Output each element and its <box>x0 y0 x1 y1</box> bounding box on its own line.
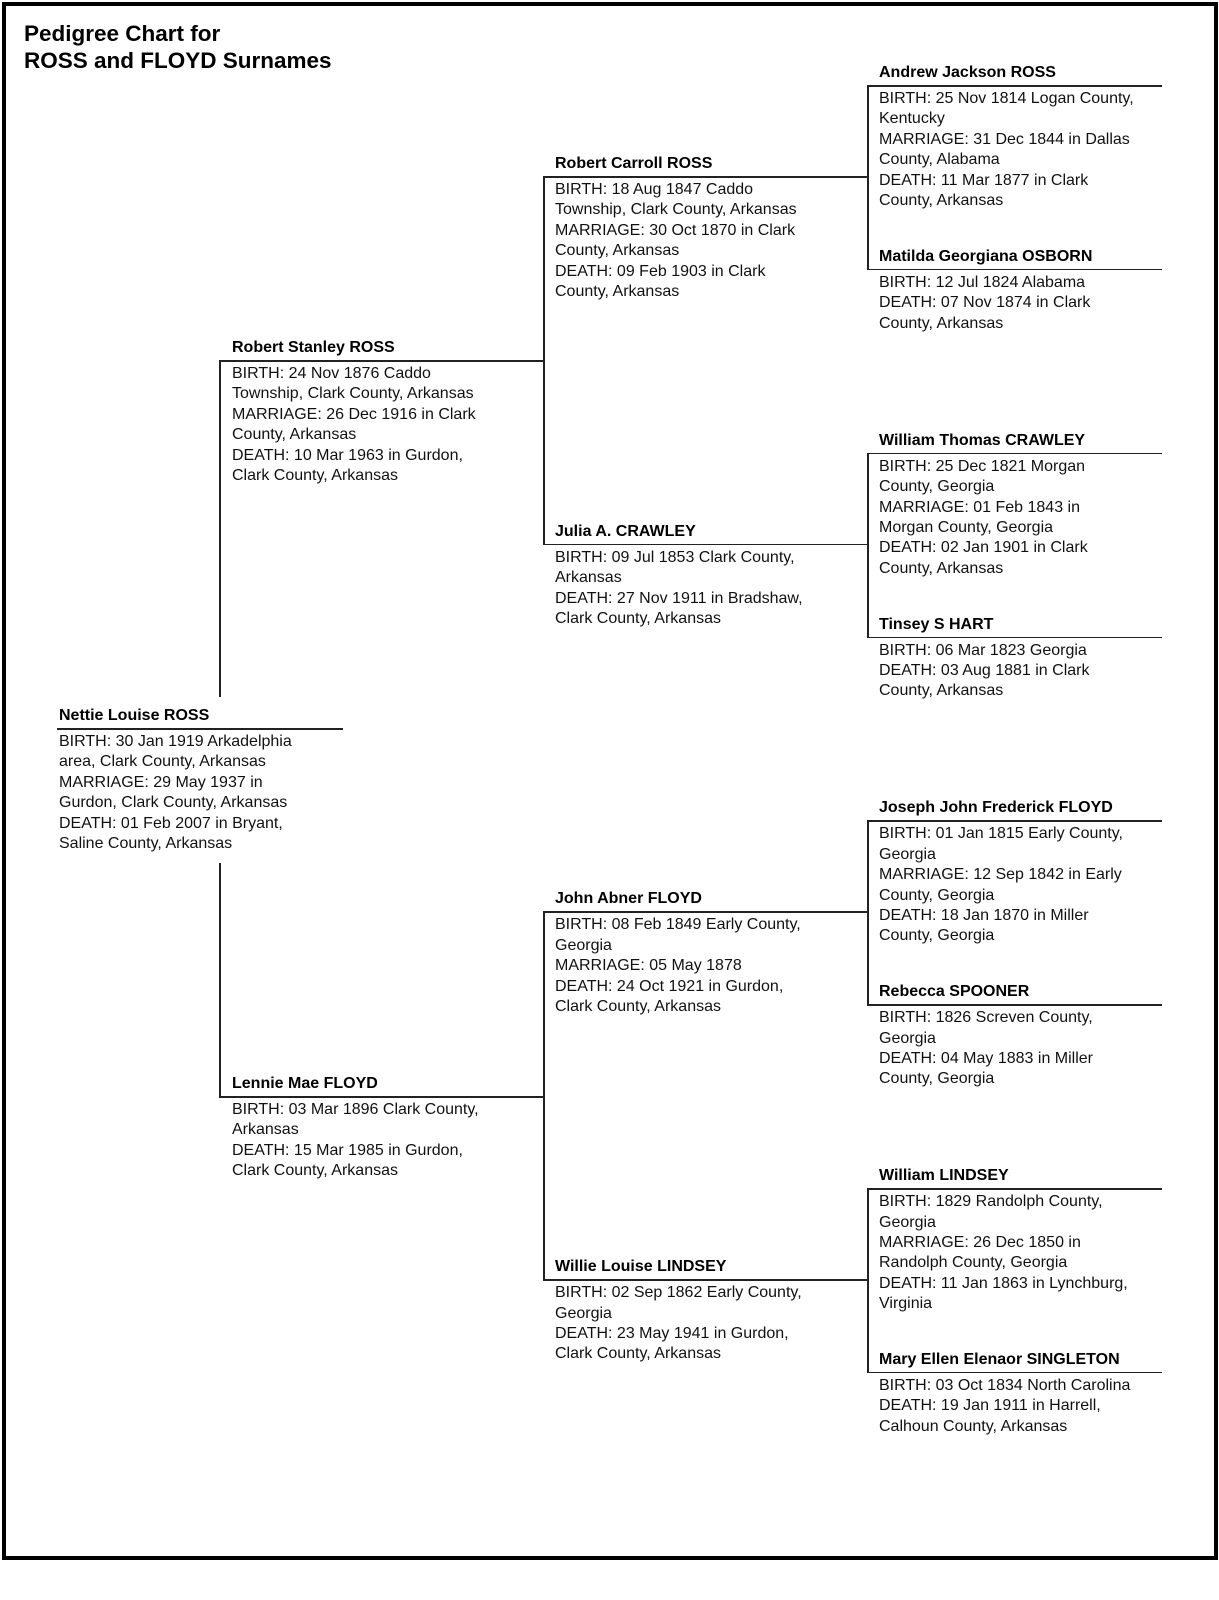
person-details <box>232 364 476 486</box>
detail-line: Kentucky <box>879 110 945 128</box>
person-name: Julia A. CRAWLEY <box>555 522 696 540</box>
name-underline <box>543 176 867 178</box>
person-details <box>555 548 803 630</box>
detail-line: DEATH: 23 May 1941 in Gurdon, <box>555 1324 789 1342</box>
person-name: Tinsey S HART <box>879 615 994 633</box>
person-name: Joseph John Frederick FLOYD <box>879 799 1113 817</box>
person-name: Nettie Louise ROSS <box>59 707 210 724</box>
detail-line: DEATH: 04 May 1883 in Miller <box>879 1050 1093 1068</box>
detail-line: MARRIAGE: 29 May 1937 in <box>59 773 263 791</box>
connector-line <box>867 453 869 637</box>
detail-line: DEATH: 10 Mar 1963 in Gurdon, <box>232 446 463 464</box>
connector-line <box>219 360 221 697</box>
connector-line <box>867 85 869 269</box>
detail-line: Georgia <box>879 1213 936 1231</box>
name-underline <box>867 453 1162 455</box>
person-name: William Thomas CRAWLEY <box>879 431 1086 449</box>
person-details <box>879 1008 1093 1090</box>
name-underline <box>543 544 867 546</box>
detail-line: County, Alabama <box>879 151 1000 169</box>
detail-line: Morgan County, Georgia <box>879 518 1054 536</box>
name-underline <box>543 911 867 913</box>
detail-line: Township, Clark County, Arkansas <box>555 201 797 219</box>
detail-line: MARRIAGE: 26 Dec 1916 in Clark <box>232 405 476 423</box>
detail-line: DEATH: 01 Feb 2007 in Bryant, <box>59 814 283 832</box>
detail-line: Clark County, Arkansas <box>232 1162 398 1180</box>
name-underline <box>867 637 1162 639</box>
person-details <box>555 1283 802 1365</box>
chart-title <box>24 20 332 74</box>
detail-line: MARRIAGE: 31 Dec 1844 in Dallas <box>879 130 1130 148</box>
detail-line: County, Arkansas <box>232 426 357 444</box>
detail-line: County, Georgia <box>879 478 995 496</box>
detail-line: BIRTH: 09 Jul 1853 Clark County, <box>555 548 795 566</box>
detail-line: County, Arkansas <box>879 559 1004 577</box>
detail-line: Georgia <box>555 1304 612 1322</box>
detail-line: MARRIAGE: 26 Dec 1850 in <box>879 1233 1081 1251</box>
name-underline <box>867 85 1162 87</box>
detail-line: Arkansas <box>232 1121 299 1139</box>
detail-line: County, Arkansas <box>555 283 680 301</box>
person-name: Robert Carroll ROSS <box>555 155 713 172</box>
person-details <box>59 732 292 854</box>
detail-line: Township, Clark County, Arkansas <box>232 385 474 403</box>
name-underline <box>867 1188 1162 1190</box>
person-details <box>879 824 1123 946</box>
person-name: Andrew Jackson ROSS <box>879 64 1056 81</box>
detail-line: Georgia <box>879 1029 936 1047</box>
detail-line: area, Clark County, Arkansas <box>59 753 266 771</box>
connector-line <box>219 863 221 1096</box>
person-name: Lennie Mae FLOYD <box>232 1075 378 1092</box>
detail-line: Arkansas <box>555 569 622 587</box>
detail-line: BIRTH: 08 Feb 1849 Early County, <box>555 916 801 934</box>
detail-line: Saline County, Arkansas <box>59 835 233 853</box>
person-name: Willie Louise LINDSEY <box>555 1258 727 1276</box>
detail-line: BIRTH: 1826 Screven County, <box>879 1009 1093 1027</box>
detail-line: BIRTH: 30 Jan 1919 Arkadelphia <box>59 733 292 750</box>
person-details <box>879 457 1088 579</box>
detail-line: Virginia <box>879 1295 933 1313</box>
person-name: John Abner FLOYD <box>555 890 702 908</box>
detail-line: DEATH: 15 Mar 1985 in Gurdon, <box>232 1141 463 1159</box>
person-details <box>879 641 1089 702</box>
name-underline <box>867 1004 1162 1006</box>
detail-line: BIRTH: 02 Sep 1862 Early County, <box>555 1284 802 1302</box>
person-details <box>879 1192 1128 1314</box>
connector-line <box>543 176 545 544</box>
detail-line: County, Arkansas <box>879 192 1004 210</box>
person-name: William LINDSEY <box>879 1167 1009 1185</box>
name-underline <box>57 728 343 730</box>
detail-line: MARRIAGE: 12 Sep 1842 in Early <box>879 866 1122 884</box>
detail-line: County, Arkansas <box>555 242 680 260</box>
detail-line: Clark County, Arkansas <box>555 609 721 627</box>
chart-title-line-1: Pedigree Chart for <box>24 21 221 46</box>
connector-line <box>543 911 545 1279</box>
detail-line: Clark County, Arkansas <box>555 998 721 1016</box>
detail-line: DEATH: 11 Jan 1863 in Lynchburg, <box>879 1274 1128 1292</box>
detail-line: MARRIAGE: 01 Feb 1843 in <box>879 498 1080 516</box>
person-details <box>232 1100 479 1182</box>
detail-line: BIRTH: 18 Aug 1847 Caddo <box>555 181 754 198</box>
person-details <box>555 915 801 1017</box>
detail-line: County, Georgia <box>879 927 995 945</box>
connector-line <box>867 820 869 1004</box>
chart-title-line-2: ROSS and FLOYD Surnames <box>24 48 332 73</box>
detail-line: Georgia <box>879 845 936 863</box>
person-details <box>555 180 797 302</box>
detail-line: MARRIAGE: 30 Oct 1870 in Clark <box>555 221 796 239</box>
detail-line: Clark County, Arkansas <box>232 467 398 485</box>
detail-line: DEATH: 18 Jan 1870 in Miller <box>879 907 1089 925</box>
detail-line: DEATH: 03 Aug 1881 in Clark <box>879 661 1090 679</box>
detail-line: BIRTH: 03 Oct 1834 North Carolina <box>879 1376 1131 1394</box>
detail-line: DEATH: 11 Mar 1877 in Clark <box>879 171 1089 189</box>
detail-line: BIRTH: 24 Nov 1876 Caddo <box>232 365 431 382</box>
detail-line: BIRTH: 25 Nov 1814 Logan County, <box>879 90 1134 107</box>
detail-line: Calhoun County, Arkansas <box>879 1417 1068 1435</box>
detail-line: BIRTH: 06 Mar 1823 Georgia <box>879 641 1087 659</box>
detail-line: DEATH: 24 Oct 1921 in Gurdon, <box>555 977 784 995</box>
person-name: Rebecca SPOONER <box>879 983 1030 1001</box>
person-details <box>879 273 1090 334</box>
name-underline <box>867 269 1162 271</box>
name-underline <box>219 360 543 362</box>
detail-line: Randolph County, Georgia <box>879 1254 1068 1272</box>
detail-line: County, Arkansas <box>879 314 1004 332</box>
detail-line: DEATH: 19 Jan 1911 in Harrell, <box>879 1397 1101 1415</box>
detail-line: County, Georgia <box>879 886 995 904</box>
person-name: Matilda Georgiana OSBORN <box>879 247 1093 265</box>
detail-line: DEATH: 07 Nov 1874 in Clark <box>879 294 1091 312</box>
detail-line: MARRIAGE: 05 May 1878 <box>555 957 742 975</box>
person-name: Mary Ellen Elenaor SINGLETON <box>879 1350 1120 1368</box>
detail-line: County, Arkansas <box>879 682 1004 700</box>
connector-line <box>867 1188 869 1372</box>
detail-line: DEATH: 09 Feb 1903 in Clark <box>555 262 766 280</box>
person-details <box>879 89 1134 211</box>
detail-line: Georgia <box>555 936 612 954</box>
name-underline <box>543 1279 867 1281</box>
name-underline <box>867 820 1162 822</box>
name-underline <box>867 1372 1162 1374</box>
detail-line: BIRTH: 25 Dec 1821 Morgan <box>879 457 1086 475</box>
person-details <box>879 1376 1130 1437</box>
person-name: Robert Stanley ROSS <box>232 339 395 356</box>
detail-line: DEATH: 02 Jan 1901 in Clark <box>879 539 1088 557</box>
detail-line: BIRTH: 01 Jan 1815 Early County, <box>879 825 1123 843</box>
detail-line: Clark County, Arkansas <box>555 1345 721 1363</box>
detail-line: BIRTH: 1829 Randolph County, <box>879 1193 1103 1211</box>
detail-line: DEATH: 27 Nov 1911 in Bradshaw, <box>555 589 803 607</box>
detail-line: BIRTH: 03 Mar 1896 Clark County, <box>232 1101 479 1118</box>
detail-line: County, Georgia <box>879 1070 995 1088</box>
name-underline <box>219 1096 543 1098</box>
detail-line: Gurdon, Clark County, Arkansas <box>59 794 288 812</box>
detail-line: BIRTH: 12 Jul 1824 Alabama <box>879 273 1086 291</box>
